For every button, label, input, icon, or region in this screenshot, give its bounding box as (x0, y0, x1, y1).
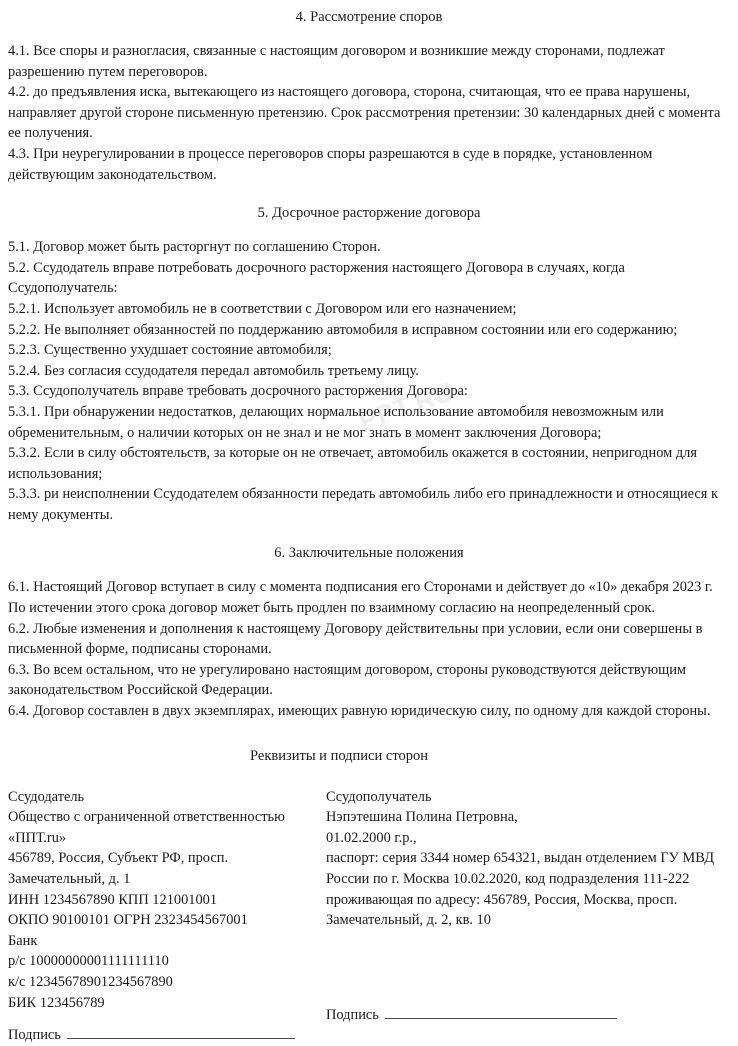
spacer (326, 931, 736, 999)
spacer (8, 564, 730, 577)
borrower-address: проживающая по адресу: 456789, Россия, Москва, просп. Замечательный, д. 2, кв. 10 (326, 891, 678, 929)
paragraph-5-2-2: 5.2.2. Не выполняет обязанностей по поддержанию автомобиля в исправном состоянии или его содержанию; (8, 321, 678, 338)
lender-column (8, 787, 326, 1046)
lender-name: Общество с ограниченной ответственностью «ППТ.ru» (8, 809, 285, 846)
paragraph-6-2: 6.2. Любые изменения и дополнения к настоящему Договору действительны при условии, если они совершены в письменной форме, подписаны сторонами. (8, 620, 703, 658)
lender-signature-line[interactable] (67, 1025, 295, 1039)
paragraph-5-3-1: 5.3.1. При обнаружении недостатков, делающих нормальное использование автомобиля невозможным или обременительным, о наличии которых он не знал и не мог знать в момент заключения Договора; (8, 403, 664, 441)
borrower-column (326, 787, 736, 1026)
requisites-heading: Реквизиты и подписи сторон (250, 747, 428, 764)
spacer (8, 224, 730, 237)
lender-signature-row (8, 1025, 326, 1046)
paragraph-6-4: 6.4. Договор составлен в двух экземплярах, имеющих равную юридическую силу, по одному для каждой стороны. (8, 703, 711, 720)
paragraph-5-2-1: 5.2.1. Использует автомобиль не в соответствии с Договором или его назначением; (8, 300, 517, 317)
paragraph-4-3: 4.3. При неурегулировании в процессе переговоров споры разрешаются в суде в порядке, установленном действующим законодательством. (8, 145, 653, 183)
paragraph-4-2: 4.2. до предъявления иска, вытекающего из настоящего договора, сторона, считающая, что ее права нарушены, направляет другой стороне письменную претензию. Срок рассмотрения претензии: 30 календарных дней с момента ее получения. (8, 84, 721, 142)
lender-address: 456789, Россия, Субъект РФ, просп. Замечательный, д. 1 (8, 850, 229, 887)
spacer (8, 185, 730, 202)
paragraph-5-2-4: 5.2.4. Без согласия ссудодателя передал автомобиль третьему лицу. (8, 362, 419, 379)
spacer (8, 1013, 326, 1019)
spacer (8, 525, 730, 542)
lender-correspondent-account: к/с 12345678901234567890 (8, 973, 173, 990)
borrower-signature-label: Подпись (326, 1006, 379, 1023)
paragraph-6-1: 6.1. Настоящий Договор вступает в силу с момента подписания его Сторонами и действует до «10» декабря 2023 г. По истечении этого срока договор может быть продлен по взаимному согласию на неопределенный срок. (8, 579, 713, 617)
borrower-signature-line[interactable] (385, 1005, 617, 1019)
paragraph-5-2: 5.2. Ссудодатель вправе потребовать досрочного расторжения настоящего Договора в случаях, когда Ссудополучатель: (8, 259, 625, 297)
borrower-birthdate: 01.02.2000 г.р., (326, 829, 417, 846)
section-heading-4: 4. Рассмотрение споров (295, 9, 443, 25)
spacer (8, 722, 730, 745)
watermark: PPT.RU (355, 375, 458, 437)
borrower-passport: паспорт: серия 3344 номер 654321, выдан отделением ГУ МВД России по г. Москва 10.02.2020, код подразделения 111-222 (326, 850, 715, 887)
lender-role: Ссудодатель (8, 788, 85, 805)
paragraph-6-3: 6.3. Во всем остальном, что не урегулировано настоящим договором, стороны руководствуются действующим законодательством Российской Федерации. (8, 661, 687, 699)
paragraph-5-3-3: 5.3.3. ри неисполнении Ссудодателем обязанности передать автомобиль либо его принадлежности и относящиеся к нему документы. (8, 486, 718, 523)
spacer (8, 28, 730, 41)
paragraph-5-1: 5.1. Договор может быть расторгнут по соглашению Сторон. (8, 239, 381, 256)
lender-inn-kpp: ИНН 1234567890 КПП 121001001 (8, 891, 218, 908)
lender-bank-label: Банк (8, 932, 38, 949)
borrower-name: Нэпэтешина Полина Петровна, (326, 809, 518, 826)
paragraph-5-3: 5.3. Ссудополучатель вправе требовать досрочного расторжения Договора: (8, 383, 468, 400)
spacer (8, 767, 730, 787)
section-heading-5: 5. Досрочное расторжение договора (257, 205, 481, 222)
paragraph-5-3-2: 5.3.2. Если в силу обстоятельств, за которые он не отвечает, автомобиль окажется в состоянии, непригодном для использования; (8, 445, 697, 482)
borrower-role: Ссудополучатель (326, 788, 432, 805)
lender-settlement-account: р/с 10000000001111111110 (8, 953, 169, 970)
lender-bik: БИК 123456789 (8, 994, 105, 1011)
document-content (8, 6, 730, 1046)
lender-signature-label: Подпись (8, 1027, 61, 1044)
borrower-signature-row (326, 1005, 736, 1026)
paragraph-5-2-3: 5.2.3. Существенно ухудшает состояние автомобиля; (8, 342, 332, 359)
lender-okpo-ogrn: ОКПО 90100101 ОГРН 2323454567001 (8, 912, 248, 929)
requisites-columns (8, 787, 730, 1046)
section-heading-6: 6. Заключительные положения (274, 545, 464, 562)
paragraph-4-1: 4.1. Все споры и разногласия, связанные с настоящим договором и возникшие между сторонами, подлежат разрешению путем переговоров. (8, 43, 665, 80)
